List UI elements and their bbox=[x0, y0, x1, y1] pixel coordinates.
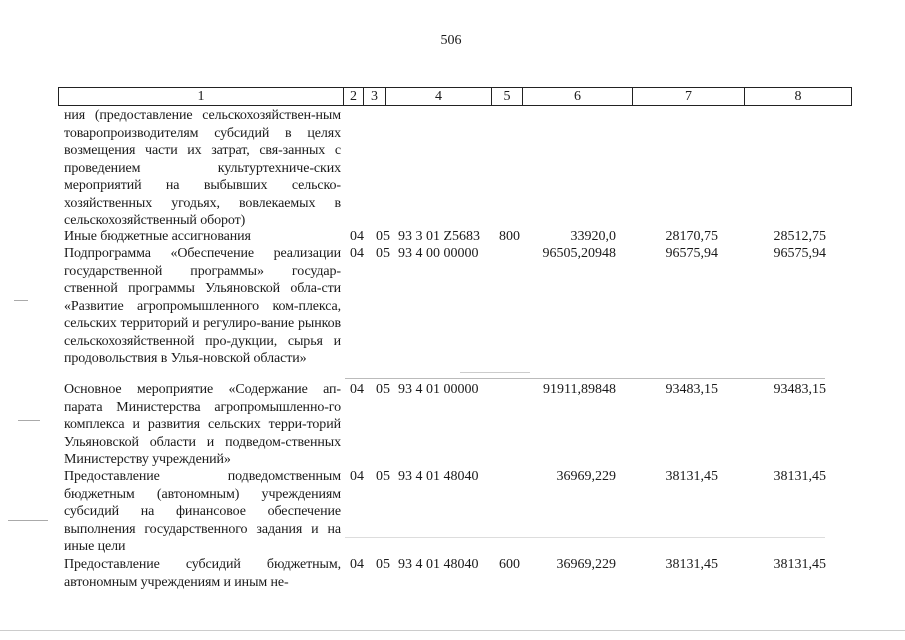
header-col-7: 7 bbox=[633, 88, 745, 105]
row-expense-type: 800 bbox=[499, 229, 520, 244]
row-amount-col7: 93483,15 bbox=[665, 382, 718, 397]
row-amount-col8: 93483,15 bbox=[773, 382, 826, 397]
row-description: Подпрограмма «Обеспечение реализации государственной программы» государ-ственной программы Ульяновской обла-сти «Развитие агропромышленного ком-плекса, сельских территорий и регулиро-вание рынков сельскохозяйственной про-дукции, сырья и продовольствия в Улья-новской области» bbox=[64, 246, 341, 366]
row-section-code: 04 bbox=[350, 469, 364, 484]
row-target-code: 93 4 01 00000 bbox=[398, 382, 479, 397]
row-amount-col8: 38131,45 bbox=[773, 557, 826, 572]
scan-artifact-line bbox=[345, 378, 825, 379]
row-amount-col7: 96575,94 bbox=[665, 246, 718, 261]
row-section-code: 04 bbox=[350, 382, 364, 397]
row-description: Иные бюджетные ассигнования bbox=[64, 229, 251, 244]
row-amount-col6: 33920,0 bbox=[570, 229, 616, 244]
row-amount-col8: 96575,94 bbox=[773, 246, 826, 261]
row-amount-col6: 36969,229 bbox=[556, 557, 616, 572]
page-number: 506 bbox=[440, 33, 462, 48]
row-section-code: 04 bbox=[350, 246, 364, 261]
header-col-6: 6 bbox=[523, 88, 633, 105]
row-section-code: 04 bbox=[350, 229, 364, 244]
row-target-code: 93 4 00 00000 bbox=[398, 246, 479, 261]
row-amount-col6: 91911,89848 bbox=[543, 382, 616, 397]
header-col-2: 2 bbox=[344, 88, 364, 105]
row-subsection-code: 05 bbox=[376, 246, 390, 261]
header-col-3: 3 bbox=[364, 88, 386, 105]
row-amount-col6: 36969,229 bbox=[556, 469, 616, 484]
row-target-code: 93 4 01 48040 bbox=[398, 557, 479, 572]
row-subsection-code: 05 bbox=[376, 469, 390, 484]
header-col-4: 4 bbox=[386, 88, 492, 105]
row-target-code: 93 3 01 Z5683 bbox=[398, 229, 481, 244]
scan-artifact-line bbox=[0, 630, 905, 631]
scan-artifact-line bbox=[460, 372, 530, 373]
row-subsection-code: 05 bbox=[376, 557, 390, 572]
row-subsection-code: 05 bbox=[376, 382, 390, 397]
row-amount-col7: 28170,75 bbox=[665, 229, 718, 244]
scan-artifact-mark bbox=[14, 300, 28, 301]
row-amount-col8: 38131,45 bbox=[773, 469, 826, 484]
row-target-code: 93 4 01 48040 bbox=[398, 469, 479, 484]
row-subsection-code: 05 bbox=[376, 229, 390, 244]
row-amount-col7: 38131,45 bbox=[665, 557, 718, 572]
row-description: ния (предоставление сельскохозяйствен-ным товаропроизводителям субсидий в целях возмещения части их затрат, свя-занных с проведением культуртехниче-ских мероприятий на выбывших сельско-хозяйственных угодьях, вовлекаемых в сельскохозяйственный оборот) bbox=[64, 108, 341, 228]
header-col-1: 1 bbox=[59, 88, 344, 105]
row-expense-type: 600 bbox=[499, 557, 520, 572]
row-description: Предоставление подведомственным бюджетным (автономным) учреждениям субсидий на финансовое обеспечение выполнения государственного задания и на иные цели bbox=[64, 469, 341, 554]
scan-artifact-line bbox=[345, 537, 825, 538]
row-amount-col6: 96505,20948 bbox=[542, 246, 616, 261]
scan-artifact-mark bbox=[18, 420, 40, 421]
scan-artifact-mark bbox=[8, 520, 48, 521]
row-amount-col7: 38131,45 bbox=[665, 469, 718, 484]
row-section-code: 04 bbox=[350, 557, 364, 572]
row-amount-col8: 28512,75 bbox=[773, 229, 826, 244]
row-description: Предоставление субсидий бюджетным, автономным учреждениям и иным не- bbox=[64, 557, 341, 590]
row-description: Основное мероприятие «Содержание ап-парата Министерства агропромышленно-го комплекса и развития сельских терри-торий Ульяновской области и подведом-ственных Министерству учреждений» bbox=[64, 382, 341, 467]
header-col-5: 5 bbox=[492, 88, 523, 105]
header-col-8: 8 bbox=[794, 89, 802, 104]
